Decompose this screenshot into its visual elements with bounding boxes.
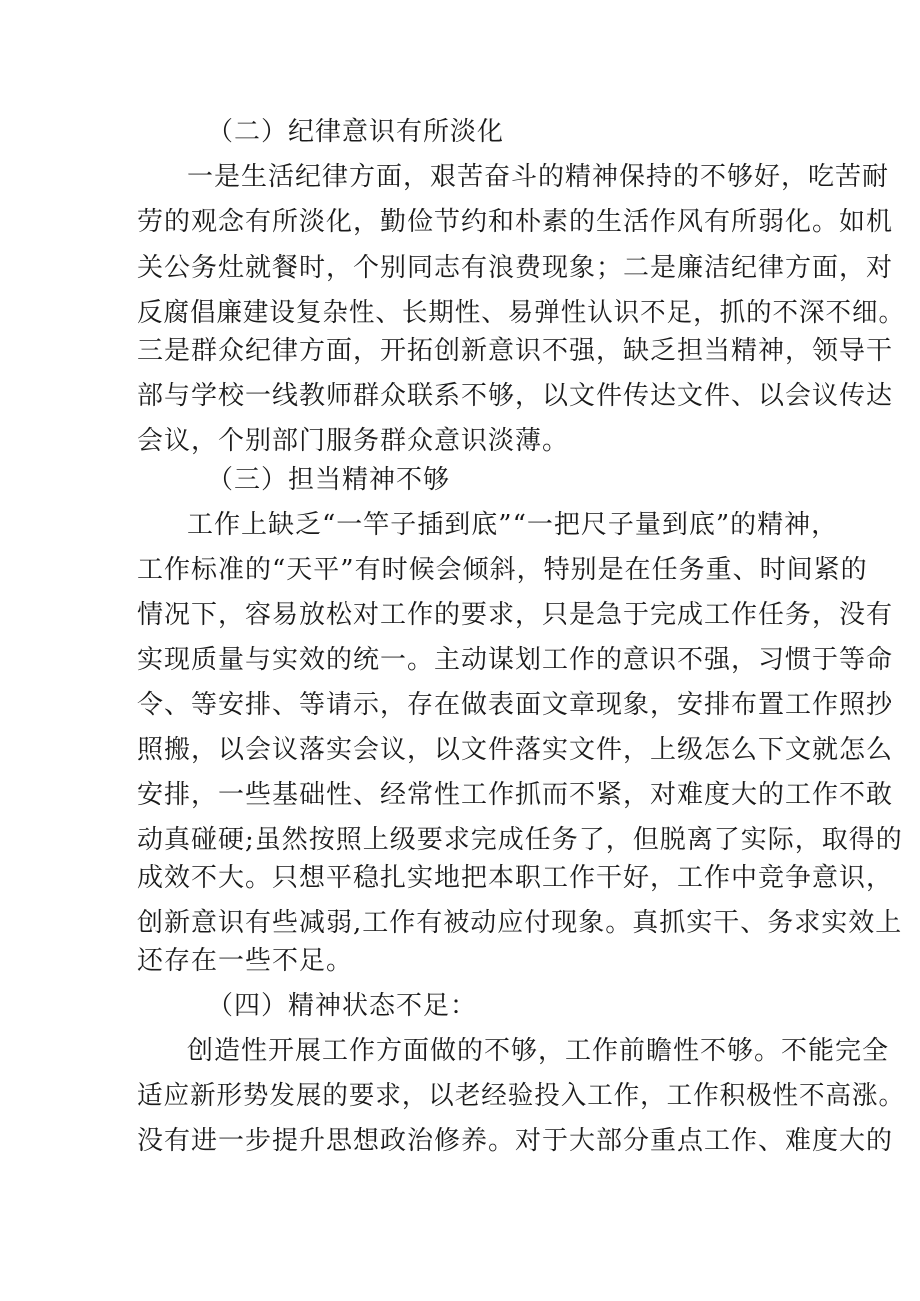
- paragraph-line: 适应新形势发展的要求，以老经验投入工作，工作积极性不高涨。: [137, 1081, 905, 1111]
- paragraph-line: 照搬，以会议落实会议，以文件落实文件，上级怎么下文就怎么: [137, 735, 894, 765]
- paragraph-line: 创造性开展工作方面做的不够，工作前瞻性不够。不能完全: [187, 1036, 890, 1066]
- paragraph-line: 三是群众纪律方面，开拓创新意识不强，缺乏担当精神，领导干: [137, 336, 894, 366]
- paragraph-line: 劳的观念有所淡化，勤俭节约和朴素的生活作风有所弱化。如机: [137, 207, 894, 237]
- paragraph-line: 动真碰硬;虽然按照上级要求完成任务了，但脱离了实际，取得的: [137, 825, 903, 855]
- paragraph-line: 工作上缺乏“一竿子插到底”“一把尺子量到底”的精神，: [187, 510, 839, 540]
- paragraph-line: 关公务灶就餐时，个别同志有浪费现象；二是廉洁纪律方面，对: [137, 253, 894, 283]
- paragraph-line: 一是生活纪律方面，艰苦奋斗的精神保持的不够好，吃苦耐: [187, 162, 890, 192]
- section-heading: （二）纪律意识有所淡化: [207, 117, 505, 147]
- paragraph-line: 反腐倡廉建设复杂性、长期性、易弹性认识不足，抓的不深不细。: [137, 298, 905, 328]
- paragraph-line: 创新意识有些减弱,工作有被动应付现象。真抓实干、务求实效上: [137, 908, 903, 938]
- paragraph-line: 还存在一些不足。: [137, 946, 354, 976]
- section-heading: （三）担当精神不够: [207, 465, 451, 495]
- paragraph-line: 实现质量与实效的统一。主动谋划工作的意识不强，习惯于等命: [137, 645, 894, 675]
- section-heading: （四）精神状态不足：: [207, 991, 478, 1021]
- paragraph-line: 安排，一些基础性、经常性工作抓而不紧，对难度大的工作不敢: [137, 780, 894, 810]
- paragraph-line: 会议，个别部门服务群众意识淡薄。: [137, 426, 570, 456]
- paragraph-line: 情况下，容易放松对工作的要求，只是急于完成工作任务，没有: [137, 600, 894, 630]
- paragraph-line: 部与学校一线教师群众联系不够，以文件传达文件、以会议传达: [137, 381, 894, 411]
- paragraph-line: 没有进一步提升思想政治修养。对于大部分重点工作、难度大的: [137, 1126, 894, 1156]
- paragraph-line: 工作标准的“天平”有时候会倾斜，特别是在任务重、时间紧的: [137, 555, 868, 585]
- paragraph-line: 成效不大。只想平稳扎实地把本职工作干好，工作中竞争意识，: [137, 863, 894, 893]
- paragraph-line: 令、等安排、等请示，存在做表面文章现象，安排布置工作照抄: [137, 690, 894, 720]
